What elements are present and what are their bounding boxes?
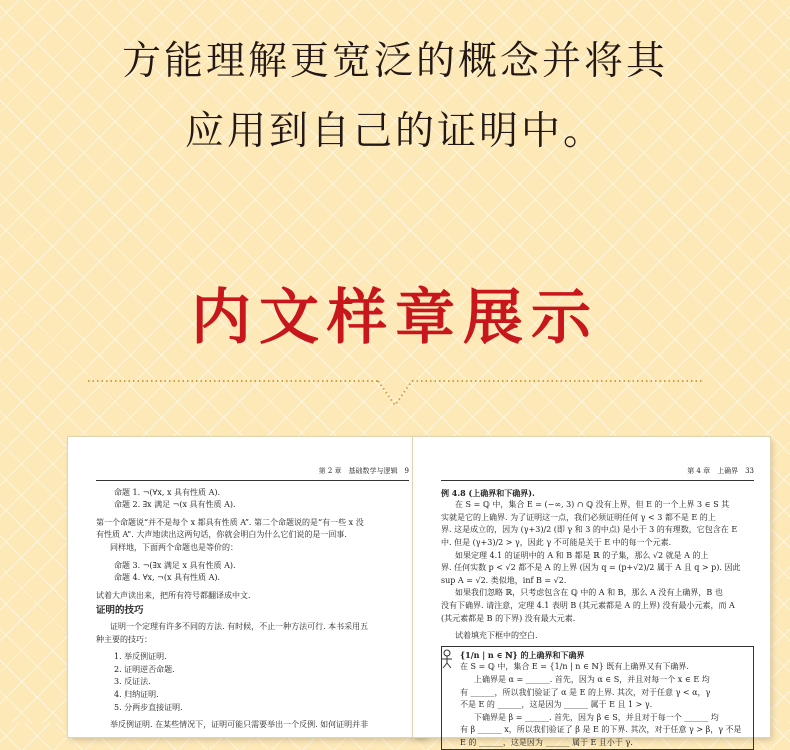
proposition-line: 命题 4. ∀x, ¬(x 具有性质 A).	[114, 573, 221, 583]
text-line: (其元素都是 B 的下界) 没有最大元素.	[441, 613, 576, 623]
text-line: 试着填充下框中的空白.	[455, 631, 538, 641]
person-icon	[440, 649, 454, 669]
text-line: 种主要的技巧：	[96, 634, 152, 644]
box-line: E 的 ______，这是因为 ______ 属于 E 且小于 γ.	[460, 737, 633, 747]
text-line: sup A = √2. 类似地，inf B = √2.	[441, 575, 567, 585]
section-title: 内文样章展示	[191, 283, 599, 353]
list-item: 4. 归纳证明.	[114, 689, 159, 699]
text-line: 举反例证明. 在某些情况下，证明可能只需要举出一个反例. 如何证明并非	[110, 720, 369, 730]
list-item: 5. 分两步直接证明.	[114, 702, 183, 712]
text-line: 第一个命题说“并不是每个 x 都具有性质 A”. 第二个命题说的是“有一些 x 没	[96, 517, 364, 527]
text-line: 实就是它的上确界. 为了证明这一点，我们必须证明任何 γ < 3 都不是 E 的上	[441, 512, 716, 522]
text-line: 界. 任何实数 p < √2 都不是 A 的上界 (因为 q = (p+√2)/2 属于 A 且 q > p). 因此	[441, 563, 741, 573]
box-line: 下确界是 β = ______. 首先，因为 β ∈ S，并且对于每一个 ______ 均	[474, 712, 719, 722]
box-line: 上确界是 α = ______. 首先，因为 α ∈ S，并且对每一个 x ∈ E 均	[474, 674, 710, 684]
text-line: 试着大声读出来，把所有符号都翻译成中文.	[96, 590, 251, 600]
list-item: 3. 反证法.	[114, 677, 151, 687]
text-line: 如果定理 4.1 的证明中的 A 和 B 都是 ℝ 的子集，那么 √2 就是 A 的上	[455, 550, 709, 560]
example-title: 例 4.8 (上确界和下确界).	[441, 487, 535, 498]
proposition-line: 命题 3. ¬(∃x 满足 x 具有性质 A).	[114, 560, 236, 570]
sample-page-left	[68, 437, 425, 737]
text-line: 如果我们忽略 ℝ，只考虑包含在 ℚ 中的 A 和 B，那么 A 没有上确界，B 也	[455, 588, 723, 598]
box-line: 不是 E 的 ______，这是因为 ______ 属于 E 且 1 > γ.	[460, 700, 653, 710]
exercise-box	[441, 646, 754, 750]
text-line: 没有下确界. 请注意，定理 4.1 表明 B (其元素都是 A 的上界) 没有最小元素，而 A	[441, 600, 735, 610]
list-item: 2. 证明逆否命题.	[114, 664, 175, 674]
box-line: 有 ______，所以我们验证了 α 是 E 的上界. 其次，对于任意 γ < α，γ	[460, 687, 711, 697]
sample-page-right	[413, 437, 770, 747]
dotted-divider	[88, 375, 702, 415]
box-title: {1/n | n ∈ ℕ} 的上确界和下确界	[460, 649, 585, 660]
text-line: 中. 但是 (γ+3)/2 > γ，因此 γ 不可能是关于 E 中的每一个元素.	[441, 537, 672, 547]
proposition-line: 命题 2. ∃x 满足 ¬(x 具有性质 A).	[114, 500, 236, 510]
proposition-line: 命题 1. ¬(∀x, x 具有性质 A).	[114, 487, 221, 497]
text-line: 同样地，下面两个命题也是等价的：	[110, 542, 238, 552]
box-line: 有 β ______ x，所以我们验证了 β 是 E 的下界. 其次，对于任意 γ > β，γ 不是	[460, 725, 742, 735]
running-head: 第 2 章 基础数学与逻辑 9	[96, 465, 409, 481]
subheading: 证明的技巧	[96, 605, 144, 617]
box-line: 在 S = ℚ 中，集合 E = {1/n | n ∈ ℕ} 既有上确界又有下确界.	[460, 662, 689, 672]
text-line: 界. 这是成立的，因为 (γ+3)/2 (即 γ 和 3 的中点) 是小于 3 的有理数，它包含在 E	[441, 525, 738, 535]
text-line: 在 S = ℚ 中，集合 E = (−∞, 3) ∩ ℚ 没有上界，但 E 的一个上界 3 ∈ S 其	[455, 500, 730, 510]
text-line: 有性质 A”. 大声地读出这两句话，你就会明白为什么它们说的是一回事.	[96, 530, 347, 540]
text-line: 证明一个定理有许多不同的方法. 有时候，不止一种方法可行. 本书采用五	[110, 621, 369, 631]
headline-line-2: 应用到自己的证明中。	[184, 109, 605, 154]
list-item: 1. 举反例证明.	[114, 652, 167, 662]
headline-line-1: 方能理解更宽泛的概念并将其	[121, 39, 668, 84]
running-head: 第 4 章 上确界 33	[441, 465, 754, 481]
